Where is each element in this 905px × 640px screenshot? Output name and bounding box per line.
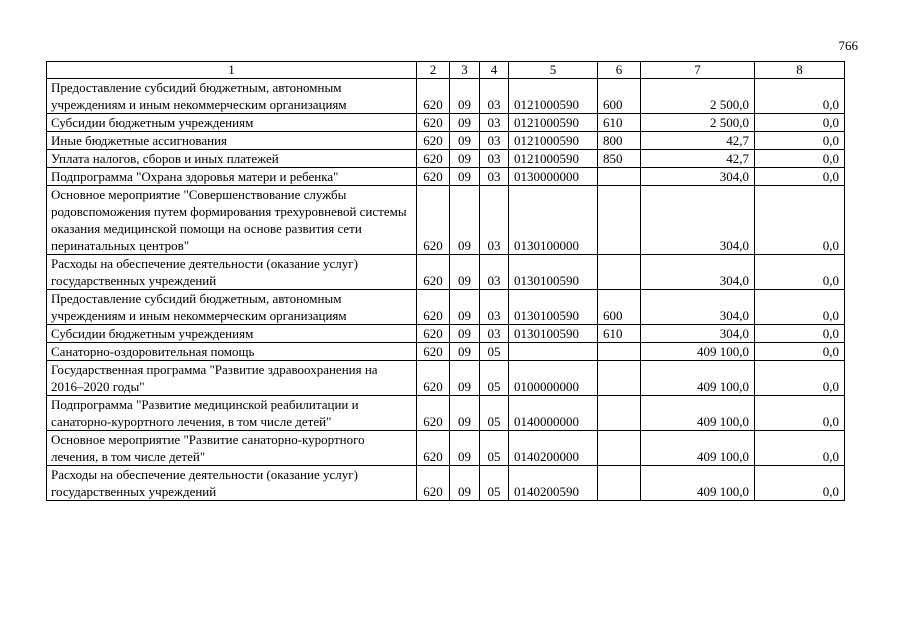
- subsection-cell: 05: [480, 396, 509, 431]
- amount2-cell: 0,0: [755, 132, 845, 150]
- header-cell: 3: [450, 62, 480, 79]
- amount-cell: 409 100,0: [641, 431, 755, 466]
- amount-cell: 304,0: [641, 290, 755, 325]
- target-article-cell: 0130100000: [509, 186, 598, 255]
- amount2-cell: 0,0: [755, 150, 845, 168]
- expense-type-cell: [598, 361, 641, 396]
- table-row: [47, 132, 845, 150]
- subsection-cell: 03: [480, 290, 509, 325]
- row-name-cell: Подпрограмма "Развитие медицинской реабилитации и санаторно-курортного лечения, в том числе детей": [47, 396, 417, 431]
- amount2-cell: 0,0: [755, 361, 845, 396]
- row-name-cell: Иные бюджетные ассигнования: [47, 132, 417, 150]
- row-name-cell: Подпрограмма "Охрана здоровья матери и ребенка": [47, 168, 417, 186]
- amount-cell: 304,0: [641, 168, 755, 186]
- expense-type-cell: [598, 431, 641, 466]
- ved-cell: 620: [417, 255, 450, 290]
- amount2-cell: 0,0: [755, 255, 845, 290]
- header-cell: 2: [417, 62, 450, 79]
- subsection-cell: 03: [480, 150, 509, 168]
- subsection-cell: 05: [480, 343, 509, 361]
- ved-cell: 620: [417, 186, 450, 255]
- expense-type-cell: 610: [598, 114, 641, 132]
- row-name-cell: Основное мероприятие "Совершенствование службы родовспоможения путем формирования трехуровневой системы оказания медицинской помощи на основе развития сети перинатальных центров": [47, 186, 417, 255]
- amount2-cell: 0,0: [755, 114, 845, 132]
- expense-type-cell: 610: [598, 325, 641, 343]
- amount2-cell: 0,0: [755, 290, 845, 325]
- amount2-cell: 0,0: [755, 168, 845, 186]
- expense-type-cell: 600: [598, 79, 641, 114]
- table-row: [47, 396, 845, 431]
- amount2-cell: 0,0: [755, 396, 845, 431]
- table-row: [47, 343, 845, 361]
- target-article-cell: 0130000000: [509, 168, 598, 186]
- amount2-cell: 0,0: [755, 343, 845, 361]
- amount2-cell: 0,0: [755, 431, 845, 466]
- ved-cell: 620: [417, 431, 450, 466]
- row-name-cell: Субсидии бюджетным учреждениям: [47, 114, 417, 132]
- table-row: [47, 325, 845, 343]
- section-cell: 09: [450, 114, 480, 132]
- expense-type-cell: [598, 255, 641, 290]
- expense-type-cell: [598, 396, 641, 431]
- section-cell: 09: [450, 290, 480, 325]
- target-article-cell: 0121000590: [509, 150, 598, 168]
- subsection-cell: 03: [480, 168, 509, 186]
- target-article-cell: 0140000000: [509, 396, 598, 431]
- expense-type-cell: [598, 466, 641, 501]
- ved-cell: 620: [417, 325, 450, 343]
- target-article-cell: 0121000590: [509, 79, 598, 114]
- ved-cell: 620: [417, 168, 450, 186]
- target-article-cell: 0121000590: [509, 114, 598, 132]
- section-cell: 09: [450, 431, 480, 466]
- header-cell: 5: [509, 62, 598, 79]
- target-article-cell: 0140200590: [509, 466, 598, 501]
- header-cell: 6: [598, 62, 641, 79]
- row-name-cell: Санаторно-оздоровительная помощь: [47, 343, 417, 361]
- table-row: [47, 150, 845, 168]
- section-cell: 09: [450, 79, 480, 114]
- section-cell: 09: [450, 396, 480, 431]
- subsection-cell: 03: [480, 186, 509, 255]
- ved-cell: 620: [417, 290, 450, 325]
- target-article-cell: 0100000000: [509, 361, 598, 396]
- amount-cell: 2 500,0: [641, 114, 755, 132]
- section-cell: 09: [450, 168, 480, 186]
- budget-table: [46, 61, 845, 501]
- target-article-cell: 0130100590: [509, 290, 598, 325]
- target-article-cell: 0121000590: [509, 132, 598, 150]
- expense-type-cell: 850: [598, 150, 641, 168]
- ved-cell: 620: [417, 114, 450, 132]
- table-row: [47, 361, 845, 396]
- section-cell: 09: [450, 343, 480, 361]
- subsection-cell: 05: [480, 466, 509, 501]
- ved-cell: 620: [417, 150, 450, 168]
- amount-cell: 409 100,0: [641, 343, 755, 361]
- amount-cell: 304,0: [641, 325, 755, 343]
- table-row: [47, 79, 845, 114]
- amount-cell: 304,0: [641, 255, 755, 290]
- row-name-cell: Предоставление субсидий бюджетным, автономным учреждениям и иным некоммерческим организациям: [47, 290, 417, 325]
- table-row: [47, 255, 845, 290]
- ved-cell: 620: [417, 466, 450, 501]
- row-name-cell: Уплата налогов, сборов и иных платежей: [47, 150, 417, 168]
- subsection-cell: 03: [480, 132, 509, 150]
- expense-type-cell: [598, 168, 641, 186]
- section-cell: 09: [450, 361, 480, 396]
- row-name-cell: Расходы на обеспечение деятельности (оказание услуг) государственных учреждений: [47, 466, 417, 501]
- page-number: 766: [838, 38, 858, 53]
- ved-cell: 620: [417, 361, 450, 396]
- amount2-cell: 0,0: [755, 466, 845, 501]
- ved-cell: 620: [417, 343, 450, 361]
- amount-cell: 42,7: [641, 132, 755, 150]
- target-article-cell: [509, 343, 598, 361]
- header-cell: 1: [47, 62, 417, 79]
- amount2-cell: 0,0: [755, 79, 845, 114]
- amount-cell: 2 500,0: [641, 79, 755, 114]
- subsection-cell: 03: [480, 255, 509, 290]
- row-name-cell: Предоставление субсидий бюджетным, автономным учреждениям и иным некоммерческим организациям: [47, 79, 417, 114]
- table-row: [47, 431, 845, 466]
- header-cell: 8: [755, 62, 845, 79]
- amount-cell: 409 100,0: [641, 361, 755, 396]
- expense-type-cell: 800: [598, 132, 641, 150]
- expense-type-cell: 600: [598, 290, 641, 325]
- section-cell: 09: [450, 186, 480, 255]
- target-article-cell: 0130100590: [509, 325, 598, 343]
- header-cell: 7: [641, 62, 755, 79]
- subsection-cell: 05: [480, 431, 509, 466]
- table-row: [47, 114, 845, 132]
- table-row: [47, 290, 845, 325]
- subsection-cell: 05: [480, 361, 509, 396]
- row-name-cell: Субсидии бюджетным учреждениям: [47, 325, 417, 343]
- amount2-cell: 0,0: [755, 325, 845, 343]
- section-cell: 09: [450, 466, 480, 501]
- header-cell: 4: [480, 62, 509, 79]
- section-cell: 09: [450, 325, 480, 343]
- table-row: [47, 186, 845, 255]
- target-article-cell: 0140200000: [509, 431, 598, 466]
- amount-cell: 409 100,0: [641, 466, 755, 501]
- target-article-cell: 0130100590: [509, 255, 598, 290]
- ved-cell: 620: [417, 132, 450, 150]
- table-row: [47, 466, 845, 501]
- subsection-cell: 03: [480, 114, 509, 132]
- amount-cell: 304,0: [641, 186, 755, 255]
- subsection-cell: 03: [480, 325, 509, 343]
- row-name-cell: Расходы на обеспечение деятельности (оказание услуг) государственных учреждений: [47, 255, 417, 290]
- table-header-row: [47, 62, 845, 79]
- expense-type-cell: [598, 343, 641, 361]
- row-name-cell: Государственная программа "Развитие здравоохранения на 2016–2020 годы": [47, 361, 417, 396]
- ved-cell: 620: [417, 396, 450, 431]
- table-row: [47, 168, 845, 186]
- section-cell: 09: [450, 150, 480, 168]
- amount-cell: 409 100,0: [641, 396, 755, 431]
- row-name-cell: Основное мероприятие "Развитие санаторно-курортного лечения, в том числе детей": [47, 431, 417, 466]
- section-cell: 09: [450, 255, 480, 290]
- expense-type-cell: [598, 186, 641, 255]
- amount-cell: 42,7: [641, 150, 755, 168]
- amount2-cell: 0,0: [755, 186, 845, 255]
- ved-cell: 620: [417, 79, 450, 114]
- subsection-cell: 03: [480, 79, 509, 114]
- section-cell: 09: [450, 132, 480, 150]
